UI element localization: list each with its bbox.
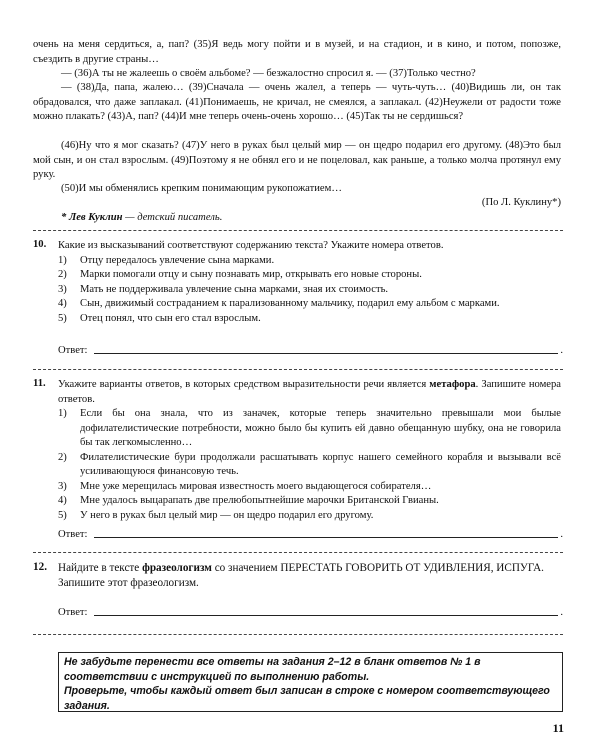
q10-answer-field[interactable]: Ответ: .: [58, 345, 563, 356]
separator-4: [33, 634, 563, 635]
question-10: [58, 239, 561, 326]
story-paragraph-4: (46)Ну что я мог сказать? (47)У него в руках был целый мир — он щедро подарил его другому. (48)Это был мой сын, и он стал взрослым. (49)Поэтому я не обнял его и не поцеловал, как раньше, а только молча протянул ему руку.: [33, 140, 561, 180]
q12-answer-field[interactable]: Ответ: .: [58, 607, 563, 618]
q11-option-2: 2) Филателистические бури продолжали расшатывать корпус нашего семейного корабля и вызывали всё усиливающуюся финансовую течь.: [58, 451, 561, 477]
question-10-prompt: Какие из высказываний соответствуют содержанию текста? Укажите номера ответов.: [58, 240, 444, 251]
q10-option-2: 2) Марки помогали отцу и сыну познавать мир, открывать его новые стороны.: [58, 269, 422, 280]
story-paragraph-1: очень на меня сердиться, а, пап? (35)Я ведь могу пойти и в музей, и на стадион, и в кино, и потом, попозже, съездить в другие страны…: [33, 39, 561, 65]
q11-answer-line[interactable]: [94, 527, 559, 538]
question-12-number: 12.: [33, 561, 47, 573]
q11-answer-label: Ответ:: [58, 529, 88, 540]
q10-option-1: 1) Отцу передалось увлечение сына марками.: [58, 254, 275, 266]
question-11: [58, 378, 561, 523]
story-paragraph-3: — (38)Да, папа, жалею… (39)Сначала — очень жалел, а теперь — чуть-чуть… (40)Видишь ли, он так обрадовался, что даже заплакал. (41)Понимаешь, не кричал, не смеялся, а заплакал. (42)Неужели от радости тоже можно плакать? (43)А, пап? (44)И мне теперь очень-очень хорошо… (45)Так ты не сердишься?: [33, 82, 561, 122]
question-12: [58, 561, 561, 590]
q11-option-1: 1) Если бы она знала, что из заначек, которые теперь значительно превышали мои былые дофилателистические потребности, можно было бы купить ей давно обещанную шубку, она не говорила бы так легкомысленно…: [58, 408, 561, 448]
footnote-author: * Лев Куклин: [61, 212, 123, 223]
q10-option-5: 5) Отец понял, что сын его стал взрослым.: [58, 312, 261, 324]
notice-text: [64, 655, 556, 713]
q10-option-3: 3) Мать не поддерживала увлечение сына марками, зная их стоимость.: [58, 283, 389, 295]
page-number: 11: [552, 721, 564, 735]
story-source: (По Л. Куклину*): [481, 197, 561, 208]
separator-3: [33, 552, 563, 553]
q12-answer-label: Ответ:: [58, 607, 88, 618]
question-12-prompt: Найдите в тексте фразеологизм со значением ПЕРЕСТАТЬ ГОВОРИТЬ ОТ УДИВЛЕНИЯ, ИСПУГА.: [58, 562, 544, 574]
separator-1: [33, 230, 563, 231]
q11-option-4: 4) Мне удалось выцарапать две прелюбопытнейшие марочки Британской Гвианы.: [58, 495, 439, 506]
notice-line-1: Не забудьте перенести все ответы на задания 2–12 в бланк ответов № 1 в соответствии с инструкцией по выполнению работы.: [64, 656, 481, 683]
q10-answer-label: Ответ:: [58, 345, 88, 356]
q10-answer-line[interactable]: [94, 343, 559, 354]
question-11-prompt: Укажите варианты ответов, в которых средством выразительности речи является метафора. Запишите номера ответов.: [58, 379, 561, 405]
notice-line-2: Проверьте, чтобы каждый ответ был записан в строке с номером соответствующего задания.: [64, 685, 550, 712]
story-paragraph-5: (50)И мы обменялись крепким понимающим рукопожатием…: [61, 183, 342, 194]
question-12-instruction: Запишите этот фразеологизм.: [58, 576, 199, 589]
q11-option-5: 5) У него в руках был целый мир — он щедро подарил его другому.: [58, 509, 374, 521]
story-paragraph-2: — (36)А ты не жалеешь о своём альбоме? — безжалостно спросил я. — (37)Только честно?: [61, 68, 476, 79]
question-10-number: 10.: [33, 239, 47, 250]
footnote: [61, 211, 561, 226]
q11-answer-field[interactable]: Ответ: .: [58, 529, 563, 540]
q12-answer-line[interactable]: [94, 605, 559, 616]
question-11-number: 11.: [33, 378, 46, 389]
separator-2: [33, 369, 563, 370]
q11-option-3: 3) Мне уже мерещилась мировая известность моего выдающегося собирателя…: [58, 480, 432, 492]
footnote-description: — детский писатель.: [122, 212, 223, 223]
q10-option-4: 4) Сын, движимый состраданием к парализованному мальчику, подарил ему альбом с марками.: [58, 298, 500, 309]
